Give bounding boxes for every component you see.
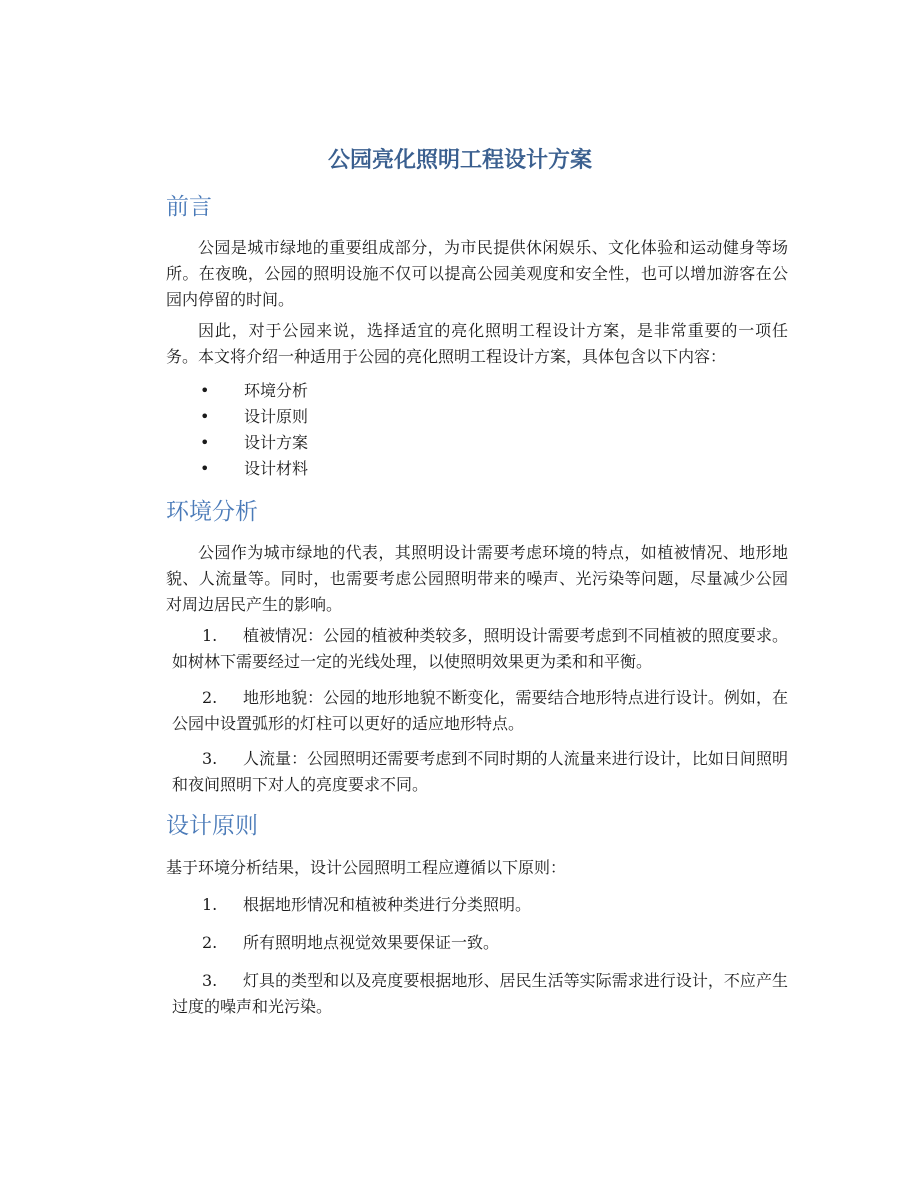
principles-intro: 基于环境分析结果，设计公园照明工程应遵循以下原则： — [166, 858, 567, 877]
bullet-icon: • — [200, 433, 210, 452]
list-item — [200, 404, 308, 430]
item-number: 1. — [202, 626, 218, 645]
heading-principles: 设计原则 — [166, 813, 258, 839]
heading-preface: 前言 — [166, 194, 212, 220]
environment-intro: 公园作为城市绿地的代表，其照明设计需要考虑环境的特点，如植被情况、地形地貌、人流量等。同时，也需要考虑公园照明带来的噪声、光污染等问题，尽量减少公园对周边居民产生的影响。 — [166, 543, 788, 614]
list-item-text: 环境分析 — [244, 381, 309, 400]
item-text: 根据地形情况和植被种类进行分类照明。 — [243, 895, 532, 914]
list-item — [200, 378, 308, 404]
bullet-icon: • — [200, 407, 210, 426]
document-title: 公园亮化照明工程设计方案 — [327, 147, 592, 173]
item-text: 植被情况：公园的植被种类较多，照明设计需要考虑到不同植被的照度要求。如树林下需要经过一定的光线处理，以使照明效果更为柔和和平衡。 — [172, 626, 788, 671]
item-number: 1. — [202, 895, 218, 914]
bullet-icon: • — [200, 459, 210, 478]
bullet-icon: • — [200, 381, 210, 400]
item-text: 人流量：公园照明还需要考虑到不同时期的人流量来进行设计，比如日间照明和夜间照明下对人的亮度要求不同。 — [172, 749, 788, 794]
numbered-item — [172, 968, 788, 1020]
item-text: 所有照明地点视觉效果要保证一致。 — [243, 933, 500, 952]
numbered-item — [172, 746, 788, 798]
list-item-text: 设计方案 — [244, 433, 309, 452]
list-item-text: 设计材料 — [244, 459, 309, 478]
numbered-item — [172, 623, 788, 675]
preface-paragraph-1: 公园是城市绿地的重要组成部分，为市民提供休闲娱乐、文化体验和运动健身等场所。在夜晚，公园的照明设施不仅可以提高公园美观度和安全性，也可以增加游客在公园内停留的时间。 — [166, 238, 788, 309]
list-item-text: 设计原则 — [244, 407, 309, 426]
list-item — [200, 430, 308, 456]
numbered-item — [172, 930, 788, 956]
preface-paragraph-2: 因此，对于公园来说，选择适宜的亮化照明工程设计方案，是非常重要的一项任务。本文将介绍一种适用于公园的亮化照明工程设计方案，具体包含以下内容： — [166, 321, 788, 366]
item-number: 2. — [202, 933, 218, 952]
numbered-item — [172, 892, 788, 918]
item-text: 地形地貌：公园的地形地貌不断变化，需要结合地形特点进行设计。例如，在公园中设置弧形的灯柱可以更好的适应地形特点。 — [172, 688, 788, 733]
item-text: 灯具的类型和以及亮度要根据地形、居民生活等实际需求进行设计，不应产生过度的噪声和光污染。 — [172, 971, 788, 1016]
heading-environment: 环境分析 — [166, 499, 258, 525]
item-number: 3. — [202, 971, 218, 990]
list-item — [200, 456, 308, 482]
item-number: 3. — [202, 749, 218, 768]
item-number: 2. — [202, 688, 218, 707]
numbered-item — [172, 685, 788, 737]
